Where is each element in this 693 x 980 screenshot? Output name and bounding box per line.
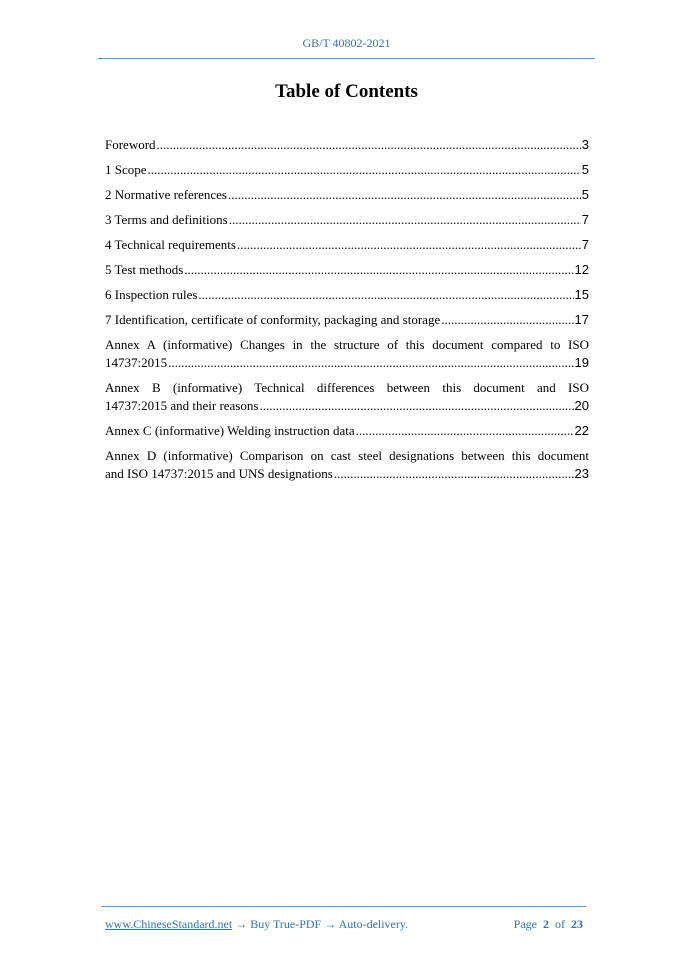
site-link[interactable]: www.ChineseStandard.net xyxy=(105,917,233,931)
running-header: GB/T 40802-2021 xyxy=(302,36,391,50)
toc-page-number: 19 xyxy=(574,355,589,370)
toc-entry-text-line2: 14737:2015 and their reasons xyxy=(105,398,259,413)
toc-entry-foreword[interactable] xyxy=(105,136,589,154)
toc-entry-text-line1: Annex B (informative) Technical differences between this document and ISO xyxy=(105,380,589,395)
total-pages: 23 xyxy=(571,917,583,931)
toc-page-number: 23 xyxy=(574,466,589,481)
toc-page-number: 3 xyxy=(581,137,589,152)
dot-leader xyxy=(229,211,581,229)
dot-leader xyxy=(356,422,574,440)
toc-entry-text: Annex C (informative) Welding instruction data xyxy=(105,423,355,438)
toc-entry-annex-b[interactable] xyxy=(105,379,589,415)
table-of-contents xyxy=(105,136,589,490)
page-indicator xyxy=(514,917,583,932)
toc-entry-annex-d[interactable] xyxy=(105,447,589,483)
toc-page-number: 22 xyxy=(574,423,589,438)
promo-text: → Buy True-PDF → Auto-delivery. xyxy=(232,917,409,931)
footer-divider xyxy=(101,906,586,907)
header-divider xyxy=(98,58,595,59)
dot-leader xyxy=(198,286,573,304)
page-label: Page xyxy=(513,917,537,931)
toc-entry-test-methods[interactable] xyxy=(105,261,589,279)
toc-entry-annex-a[interactable] xyxy=(105,336,589,372)
dot-leader xyxy=(168,354,573,372)
toc-entry-text-line2: 14737:2015 xyxy=(105,355,168,370)
toc-entry-text: 5 Test methods xyxy=(105,262,184,277)
toc-entry-line2 xyxy=(105,397,589,415)
toc-entry-terms-and-definitions[interactable] xyxy=(105,211,589,229)
toc-entry-inspection-rules[interactable] xyxy=(105,286,589,304)
toc-entry-text: 6 Inspection rules xyxy=(105,287,198,302)
toc-entry-scope[interactable] xyxy=(105,161,589,179)
toc-entry-text: 1 Scope xyxy=(105,162,147,177)
toc-page-number: 17 xyxy=(574,312,589,327)
dot-leader xyxy=(334,465,574,483)
dot-leader xyxy=(228,186,581,204)
toc-entry-text: 2 Normative references xyxy=(105,187,227,202)
dot-leader xyxy=(157,136,581,154)
dot-leader xyxy=(184,261,573,279)
toc-entry-identification[interactable] xyxy=(105,311,589,329)
toc-entry-technical-requirements[interactable] xyxy=(105,236,589,254)
page-title: Table of Contents xyxy=(275,81,418,102)
dot-leader xyxy=(441,311,573,329)
page-of-label: of xyxy=(555,917,565,931)
toc-entry-normative-references[interactable] xyxy=(105,186,589,204)
toc-entry-annex-c[interactable] xyxy=(105,422,589,440)
toc-page-number: 20 xyxy=(574,398,589,413)
toc-page-number: 5 xyxy=(581,162,589,177)
current-page: 2 xyxy=(543,917,549,931)
dot-leader xyxy=(148,161,581,179)
toc-entry-line2 xyxy=(105,465,589,483)
dot-leader xyxy=(237,236,581,254)
toc-entry-text: 3 Terms and definitions xyxy=(105,212,228,227)
toc-entry-text: 4 Technical requirements xyxy=(105,237,236,252)
toc-entry-line2 xyxy=(105,354,589,372)
toc-entry-text: Foreword xyxy=(105,137,156,152)
toc-page-number: 12 xyxy=(574,262,589,277)
toc-page-number: 5 xyxy=(581,187,589,202)
toc-entry-text-line1: Annex D (informative) Comparison on cast steel designations between this document xyxy=(105,448,589,463)
toc-page-number: 7 xyxy=(581,212,589,227)
toc-page-number: 15 xyxy=(574,287,589,302)
toc-entry-text: 7 Identification, certificate of conformity, packaging and storage xyxy=(105,312,441,327)
dot-leader xyxy=(259,397,573,415)
toc-entry-text-line2: and ISO 14737:2015 and UNS designations xyxy=(105,466,333,481)
toc-page-number: 7 xyxy=(581,237,589,252)
toc-entry-text-line1: Annex A (informative) Changes in the structure of this document compared to ISO xyxy=(105,337,589,352)
footer-promo xyxy=(105,917,408,932)
